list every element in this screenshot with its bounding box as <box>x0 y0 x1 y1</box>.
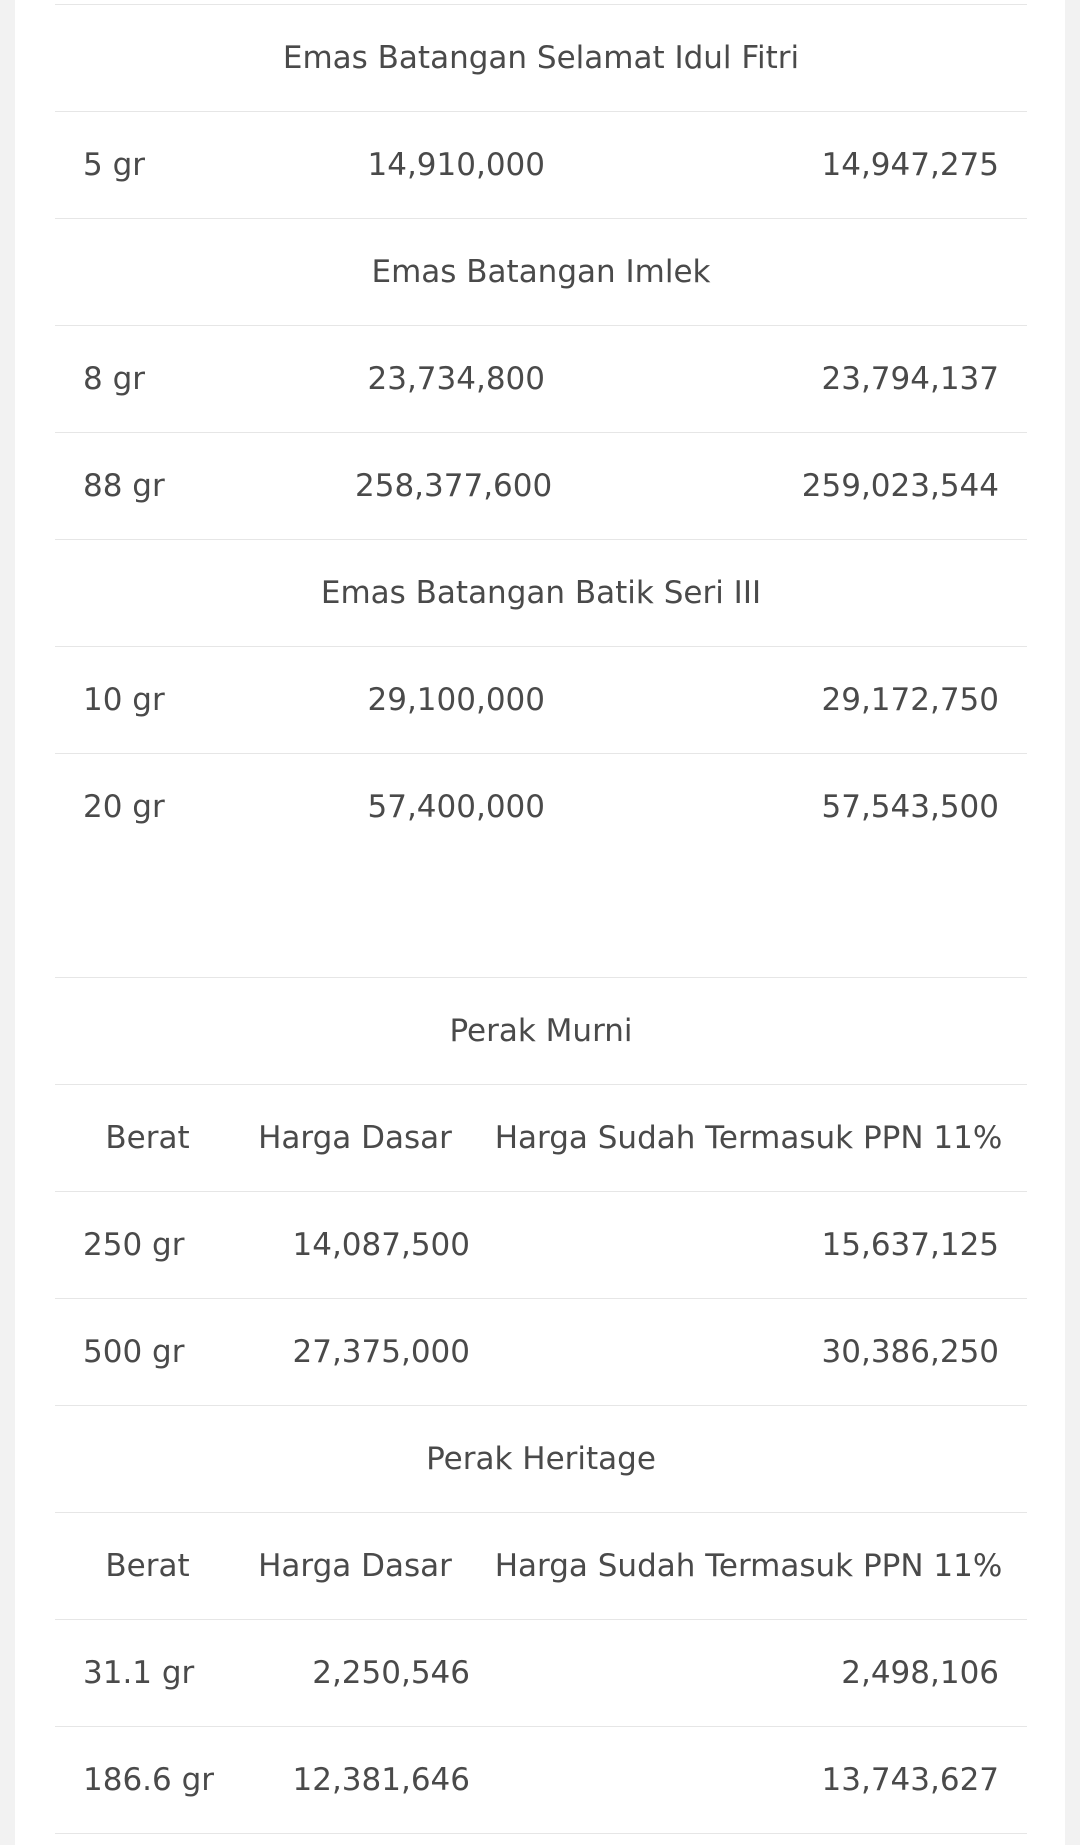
price-incl-tax-cell: 15,637,125 <box>470 1192 1027 1299</box>
section-title: Perak Heritage <box>55 1406 1027 1513</box>
section-title: Emas Batangan Selamat Idul Fitri <box>55 5 1027 112</box>
base-price-cell: 27,375,000 <box>240 1299 470 1406</box>
gold-bar-price-table <box>55 4 1027 860</box>
weight-cell: 186.6 gr <box>55 1727 240 1834</box>
price-incl-tax-cell: 23,794,137 <box>545 326 1027 433</box>
price-incl-tax-cell: 2,498,106 <box>470 1620 1027 1727</box>
table-header-row <box>55 1513 1027 1620</box>
section-title: Emas Batangan Batik Seri III <box>55 540 1027 647</box>
table-row <box>55 647 1027 754</box>
base-price-cell: 57,400,000 <box>367 789 545 825</box>
section-title-row <box>55 1406 1027 1513</box>
weight-cell: 20 gr <box>83 789 165 825</box>
weight-cell: 5 gr <box>55 112 355 219</box>
section-title-row <box>55 5 1027 112</box>
base-price-cell: 23,734,800 <box>355 326 545 433</box>
base-price-cell: 14,910,000 <box>355 112 545 219</box>
table-row <box>55 326 1027 433</box>
weight-cell: 8 gr <box>55 326 355 433</box>
price-incl-tax-cell: 13,743,627 <box>470 1727 1027 1834</box>
base-price-cell: 2,250,546 <box>240 1620 470 1727</box>
column-header-base-price: Harga Dasar <box>240 1513 470 1620</box>
price-incl-tax-cell: 57,543,500 <box>821 789 999 825</box>
table-row <box>55 1727 1027 1834</box>
table-row <box>55 1620 1027 1727</box>
base-price-cell: 12,381,646 <box>240 1727 470 1834</box>
weight-cell: 10 gr <box>55 647 355 754</box>
column-header-price-incl-tax: Harga Sudah Termasuk PPN 11% <box>470 1085 1027 1192</box>
section-title-row <box>55 978 1027 1085</box>
section-title-row <box>55 219 1027 326</box>
weight-cell: 88 gr <box>55 433 355 540</box>
table-row <box>55 1299 1027 1406</box>
price-incl-tax-cell: 14,947,275 <box>545 112 1027 219</box>
base-price-cell: 14,087,500 <box>240 1192 470 1299</box>
column-header-base-price: Harga Dasar <box>240 1085 470 1192</box>
table-row <box>55 433 1027 540</box>
column-header-weight: Berat <box>55 1513 240 1620</box>
weight-cell: 31.1 gr <box>55 1620 240 1727</box>
section-title-row <box>55 540 1027 647</box>
table-row <box>55 754 1027 861</box>
base-price-cell: 258,377,600 <box>355 433 545 540</box>
base-price-cell: 29,100,000 <box>355 647 545 754</box>
weight-cell: 500 gr <box>55 1299 240 1406</box>
silver-price-table <box>55 977 1027 1834</box>
section-title: Emas Batangan Imlek <box>55 219 1027 326</box>
weight-cell: 250 gr <box>55 1192 240 1299</box>
price-incl-tax-cell: 259,023,544 <box>545 433 1027 540</box>
price-page <box>15 0 1065 1845</box>
price-incl-tax-cell: 29,172,750 <box>545 647 1027 754</box>
column-header-weight: Berat <box>55 1085 240 1192</box>
column-header-price-incl-tax: Harga Sudah Termasuk PPN 11% <box>470 1513 1027 1620</box>
table-row <box>55 1192 1027 1299</box>
table-row <box>55 112 1027 219</box>
table-header-row <box>55 1085 1027 1192</box>
price-incl-tax-cell: 30,386,250 <box>470 1299 1027 1406</box>
section-title: Perak Murni <box>55 978 1027 1085</box>
